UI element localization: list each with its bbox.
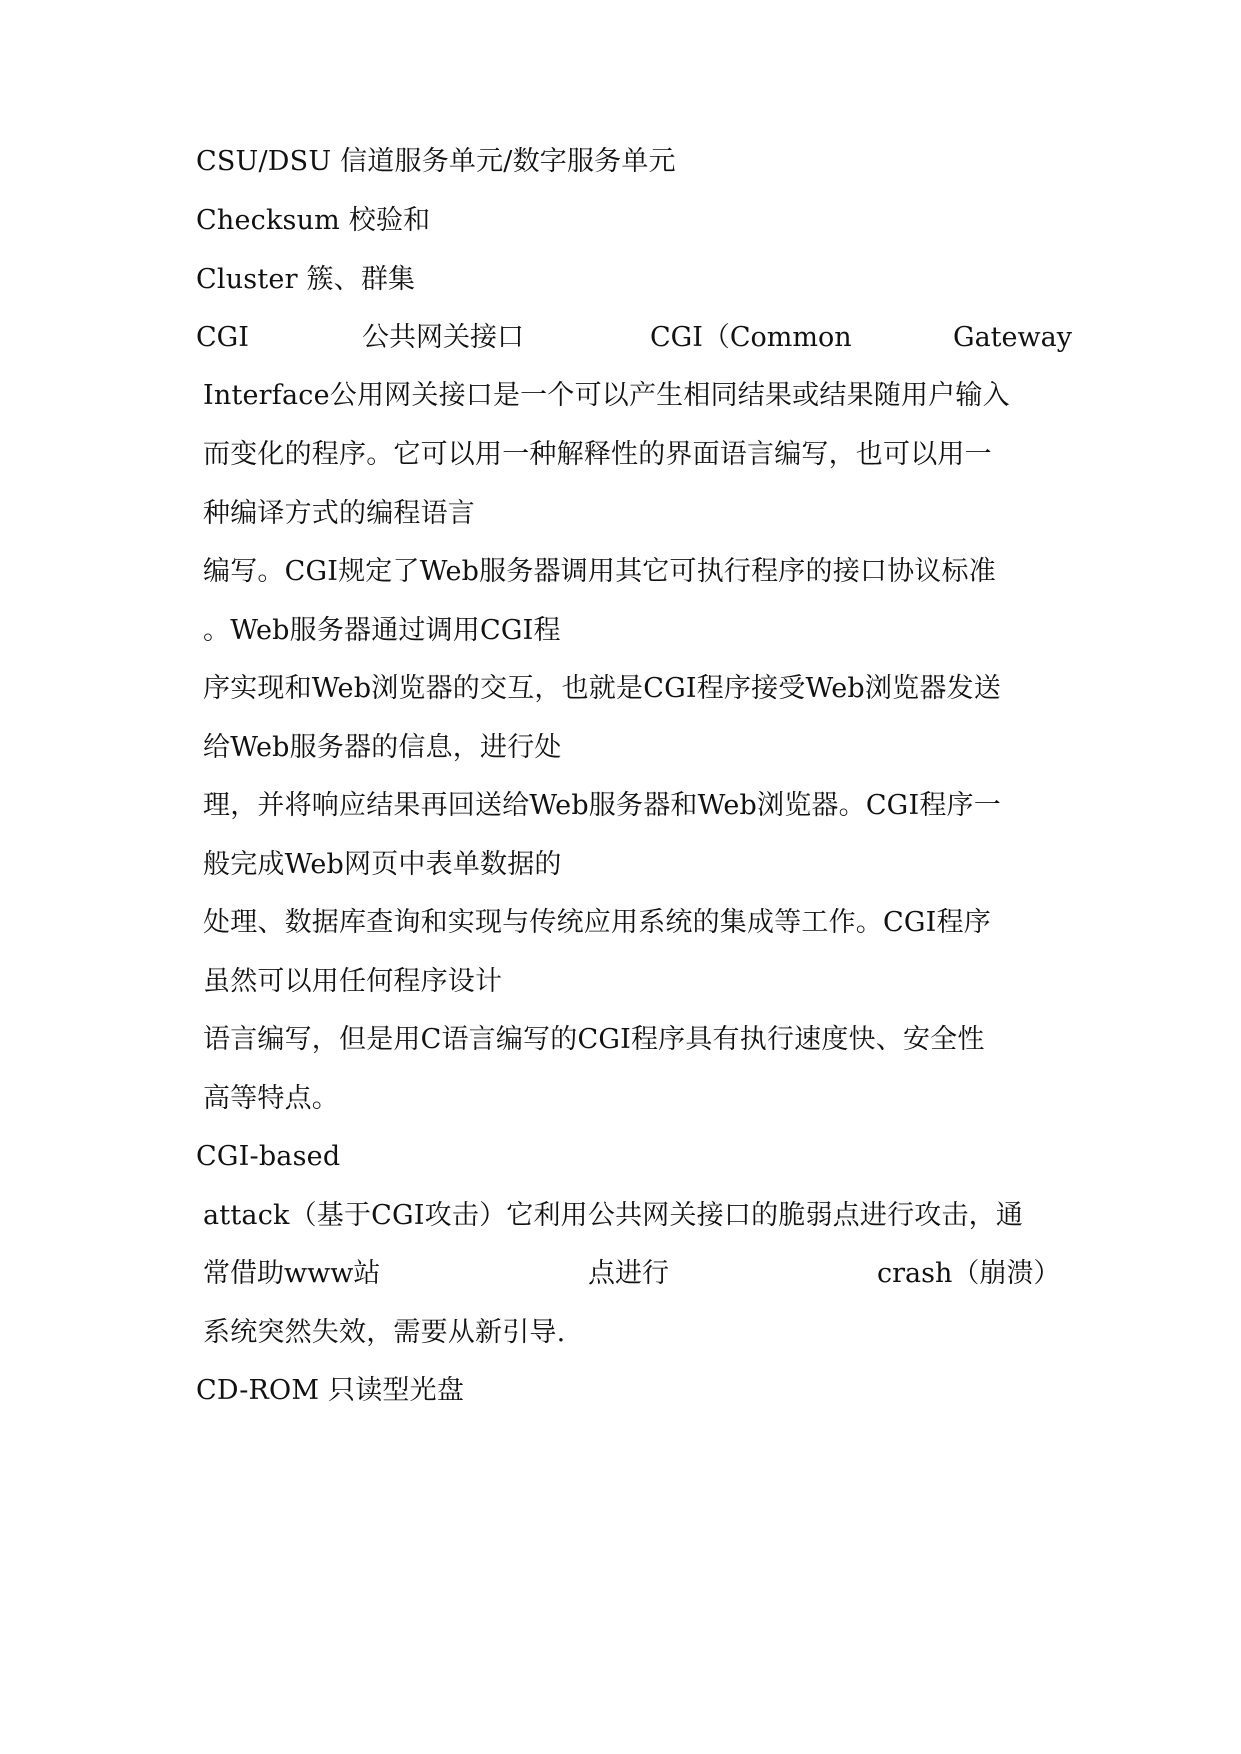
cgi-term: CGI [196, 322, 249, 353]
cgi-gateway: Gateway [953, 322, 1072, 353]
cgi-desc-line: 般完成Web网页中表单数据的 [203, 849, 562, 880]
cgi-desc-line: Interface公用网关接口是一个可以产生相同结果或结果随用户输入 [203, 380, 1010, 411]
cgi-desc-line: 语言编写，但是用C语言编写的CGI程序具有执行速度快、安全性 [203, 1024, 985, 1055]
entry-csu-dsu: CSU/DSU 信道服务单元/数字服务单元 [196, 146, 676, 177]
cgi-desc-line: 给Web服务器的信息，进行处 [203, 732, 562, 763]
crash-term: crash（崩溃） [877, 1258, 1061, 1289]
cgi-desc-line: 。Web服务器通过调用CGI程 [203, 615, 561, 646]
cgi-desc-line: 而变化的程序。它可以用一种解释性的界面语言编写，也可以用一 [203, 439, 992, 470]
attack-desc-line: attack（基于CGI攻击）它利用公共网关接口的脆弱点进行攻击，通 [203, 1200, 1024, 1231]
attack-part: 常借助www站 [203, 1258, 381, 1289]
cgi-desc-line: 高等特点。 [203, 1083, 339, 1114]
crash-desc-line: 系统突然失效，需要从新引导. [203, 1317, 566, 1348]
cgi-desc-line: 编写。CGI规定了Web服务器调用其它可执行程序的接口协议标准 [203, 556, 996, 587]
entry-cluster: Cluster 簇、群集 [196, 264, 416, 295]
entry-checksum: Checksum 校验和 [196, 205, 431, 236]
cgi-desc-line: 处理、数据库查询和实现与传统应用系统的集成等工作。CGI程序 [203, 907, 991, 938]
attack-part: 点进行 [588, 1258, 669, 1289]
cgi-common: CGI（Common [650, 322, 852, 353]
cgi-desc-line: 虽然可以用任何程序设计 [203, 966, 503, 997]
entry-cd-rom: CD-ROM 只读型光盘 [196, 1375, 465, 1406]
cgi-desc-line: 序实现和Web浏览器的交互，也就是CGI程序接受Web浏览器发送 [203, 673, 1001, 704]
cgi-desc-line: 种编译方式的编程语言 [203, 498, 475, 529]
entry-cgi-based: CGI-based [196, 1141, 341, 1172]
cgi-term-cn: 公共网关接口 [362, 322, 524, 353]
cgi-desc-line: 理，并将响应结果再回送给Web服务器和Web浏览器。CGI程序一 [203, 790, 1001, 821]
